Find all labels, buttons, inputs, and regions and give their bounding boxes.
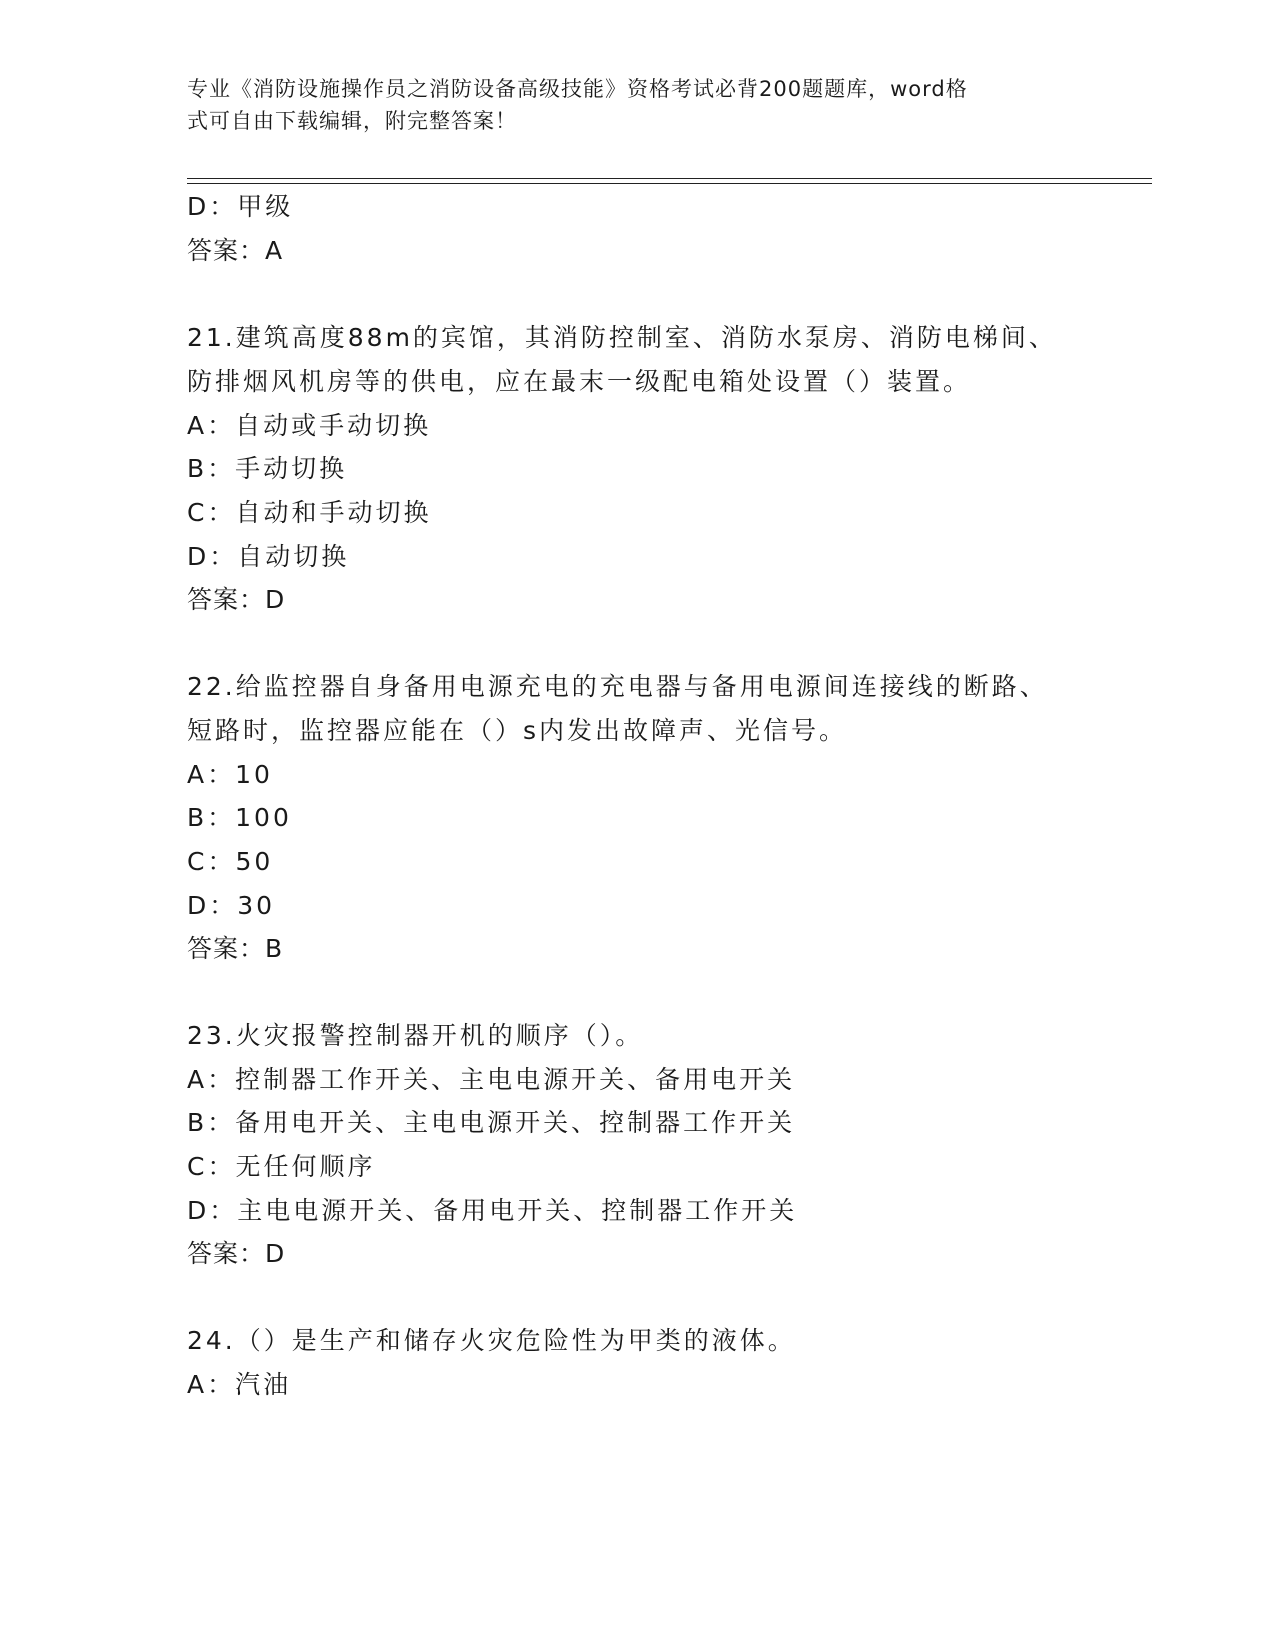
q22-answer: 答案：B bbox=[187, 934, 284, 963]
q23-option-b: B：备用电开关、主电电源开关、控制器工作开关 bbox=[187, 1108, 796, 1137]
q24-option-a: A：汽油 bbox=[187, 1370, 292, 1399]
q23-option-a: A：控制器工作开关、主电电源开关、备用电开关 bbox=[187, 1065, 796, 1094]
header-divider-top bbox=[187, 178, 1152, 179]
q21-answer: 答案：D bbox=[187, 585, 286, 614]
q22-option-d: D：30 bbox=[187, 891, 276, 920]
q22-option-b: B：100 bbox=[187, 803, 292, 832]
q21-stem-line-2: 防排烟风机房等的供电，应在最末一级配电箱处设置（）装置。 bbox=[187, 367, 972, 396]
q23-stem-line-1: 23.火灾报警控制器开机的顺序（）。 bbox=[187, 1021, 644, 1050]
q23-option-c: C：无任何顺序 bbox=[187, 1152, 376, 1181]
header-divider-bottom bbox=[187, 183, 1152, 184]
q22-option-a: A：10 bbox=[187, 760, 273, 789]
q23-answer: 答案：D bbox=[187, 1239, 286, 1268]
q21-option-d: D：自动切换 bbox=[187, 542, 350, 571]
header-line-1: 专业《消防设施操作员之消防设备高级技能》资格考试必背200题题库，word格 bbox=[187, 77, 968, 101]
q21-option-b: B：手动切换 bbox=[187, 454, 348, 483]
prev-answer: 答案：A bbox=[187, 236, 284, 265]
q22-option-c: C：50 bbox=[187, 847, 274, 876]
q23-option-d: D：主电电源开关、备用电开关、控制器工作开关 bbox=[187, 1196, 798, 1225]
q21-option-c: C：自动和手动切换 bbox=[187, 498, 432, 527]
q22-stem-line-2: 短路时，监控器应能在（）s内发出故障声、光信号。 bbox=[187, 716, 848, 745]
q21-option-a: A：自动或手动切换 bbox=[187, 411, 432, 440]
header-line-2: 式可自由下载编辑，附完整答案！ bbox=[187, 109, 517, 133]
q22-stem-line-1: 22.给监控器自身备用电源充电的充电器与备用电源间连接线的断路、 bbox=[187, 672, 1048, 701]
document-header bbox=[187, 73, 1067, 137]
q21-stem-line-1: 21.建筑高度88m的宾馆，其消防控制室、消防水泵房、消防电梯间、 bbox=[187, 323, 1057, 352]
prev-option-d: D：甲级 bbox=[187, 192, 294, 221]
q24-stem-line-1: 24.（）是生产和储存火灾危险性为甲类的液体。 bbox=[187, 1326, 796, 1355]
